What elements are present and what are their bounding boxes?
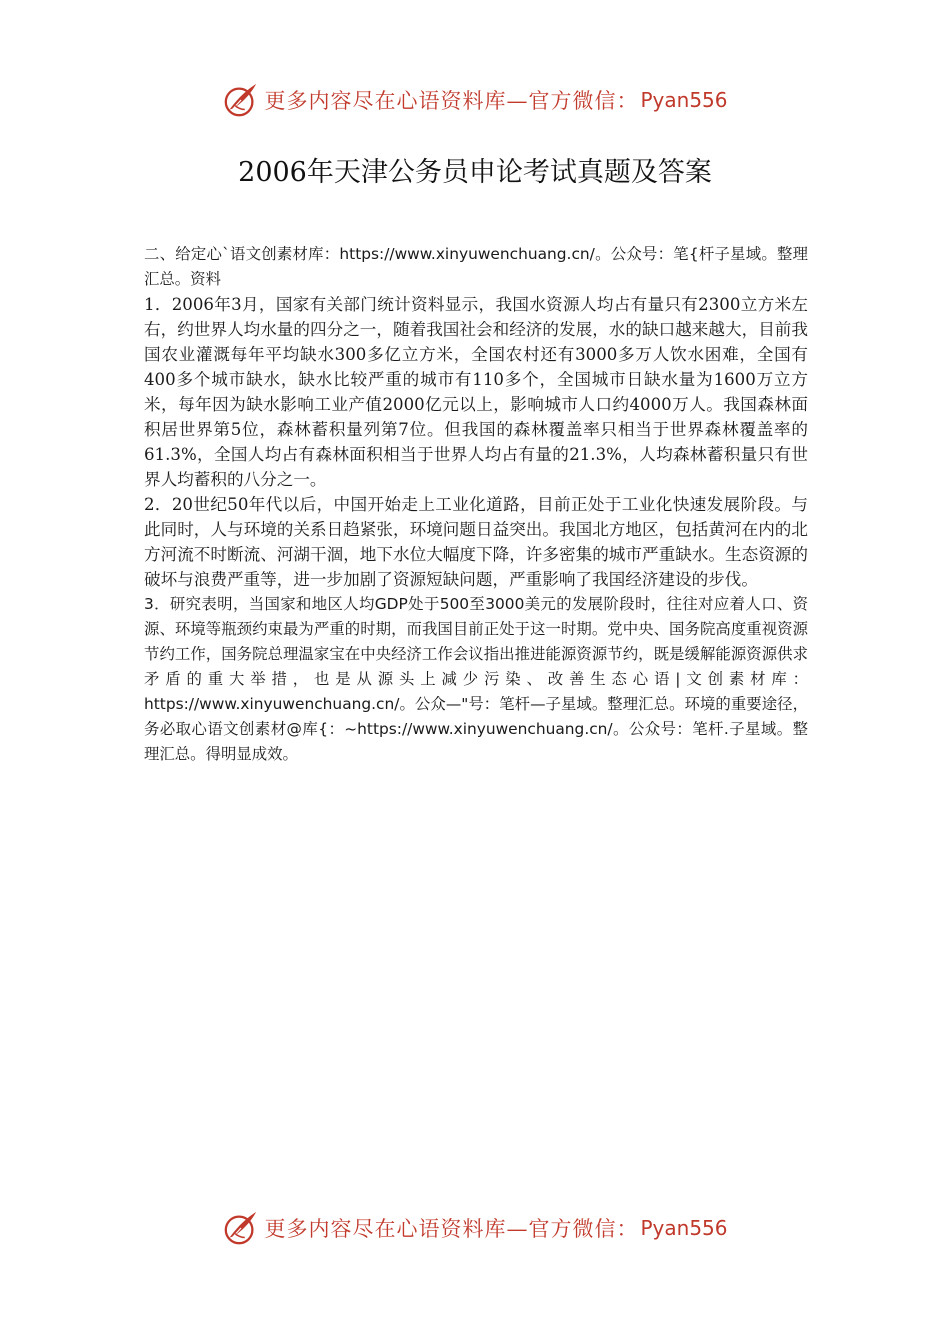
footer-watermark-banner bbox=[0, 1206, 950, 1250]
banner-text: 更多内容尽在心语资料库—官方微信： bbox=[264, 1217, 639, 1241]
banner-wechat-handle: Pyan556 bbox=[640, 88, 728, 112]
quill-pen-logo-icon bbox=[222, 81, 260, 119]
section-heading-paragraph: 二、给定心`语文创素材库：https://www.xinyuwenchuang.cn/。公众号：笔{杆子星域。整理汇总。资料 bbox=[144, 245, 808, 288]
material-paragraph-2: 2．20世纪50年代以后，中国开始走上工业化道路，目前正处于工业化快速发展阶段。与此同时，人与环境的关系日趋紧张，环境问题日益突出。我国北方地区，包括黄河在内的北方河流不时断流、河湖干涸，地下水位大幅度下降，许多密集的城市严重缺水。生态资源的破坏与浪费严重等，进一步加剧了资源短缺问题，严重影响了我国经济建设的步伐。 bbox=[144, 495, 808, 589]
quill-pen-logo-icon bbox=[222, 1209, 260, 1247]
banner-text: 更多内容尽在心语资料库—官方微信： bbox=[264, 89, 639, 113]
material-paragraph-3: 3．研究表明，当国家和地区人均GDP处于500至3000美元的发展阶段时，往往对应着人口、资源、环境等瓶颈约束最为严重的时期，而我国目前正处于这一时期。党中央、国务院高度重视资源节约工作，国务院总理温家宝在中央经济工作会议指出推进能源资源节约，既是缓解能源资源供求矛盾的重大举措，也是从源头上减少污染、改善生态心语|文创素材库：https://www.xinyuwenchuang.cn/。公众—"号：笔杆—子星域。整理汇总。环境的重要途径，务必取心语文创素材@库{：~https://www.xinyuwenchuang.cn/。公众号：笔杆.子星域。整理汇总。得明显成效。 bbox=[144, 595, 808, 763]
document-body bbox=[144, 242, 808, 767]
header-watermark-banner bbox=[0, 78, 950, 122]
document-title: 2006年天津公务员申论考试真题及答案 bbox=[238, 157, 712, 188]
banner-wechat-handle: Pyan556 bbox=[640, 1216, 728, 1240]
material-paragraph-1: 1．2006年3月，国家有关部门统计资料显示，我国水资源人均占有量只有2300立方米左右，约世界人均水量的四分之一，随着我国社会和经济的发展，水的缺口越来越大，目前我国农业灌溉每年平均缺水300多亿立方米，全国农村还有3000多万人饮水困难，全国有400多个城市缺水，缺水比较严重的城市有110多个，全国城市日缺水量为1600万立方米，每年因为缺水影响工业产值2000亿元以上，影响城市人口约4000万人。我国森林面积居世界第5位，森林蓄积量列第7位。但我国的森林覆盖率只相当于世界森林覆盖率的61.3%，全国人均占有森林面积相当于世界人均占有量的21.3%，人均森林蓄积量只有世界人均蓄积的八分之一。 bbox=[144, 295, 808, 489]
